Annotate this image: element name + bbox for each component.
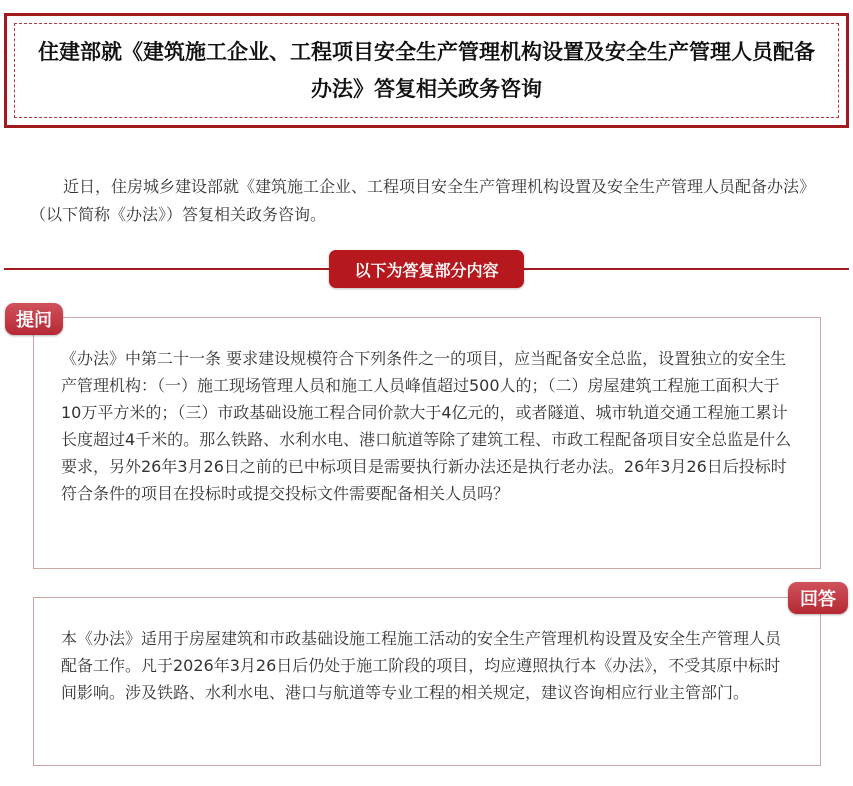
title-inner-frame — [14, 23, 839, 118]
title-box — [4, 13, 849, 128]
page-title: 住建部就《建筑施工企业、工程项目安全生产管理机构设置及安全生产管理人员配备办法》答复相关政务咨询 — [38, 39, 815, 101]
intro-paragraph: 近日，住房城乡建设部就《建筑施工企业、工程项目安全生产管理机构设置及安全生产管理人员配备办法》（以下简称《办法》）答复相关政务咨询。 — [30, 177, 816, 224]
section-divider-label: 以下为答复部分内容 — [329, 250, 524, 288]
answer-text: 本《办法》适用于房屋建筑和市政基础设施工程施工活动的安全生产管理机构设置及安全生产管理人员配备工作。凡于2026年3月26日后仍处于施工阶段的项目，均应遵照执行本《办法》，不受其原中标时间影响。涉及铁路、水利水电、港口与航道等专业工程的相关规定，建议咨询相应行业主管部门。 — [61, 629, 782, 702]
question-text: 《办法》中第二十一条 要求建设规模符合下列条件之一的项目，应当配备安全总监，设置独立的安全生产管理机构：（一）施工现场管理人员和施工人员峰值超过500人的；（二）房屋建筑工程施工面积大于10万平方米的；（三）市政基础设施工程合同价款大于4亿元的，或者隧道、城市轨道交通工程施工累计长度超过4千米的。那么铁路、水利水电、港口航道等除了建筑工程、市政工程配备项目安全总监是什么要求，另外26年3月26日之前的已中标项目是需要执行新办法还是执行老办法。26年3月26日后投标时符合条件的项目在投标时或提交投标文件需要配备相关人员吗？ — [61, 349, 792, 503]
question-tag: 提问 — [5, 303, 63, 335]
answer-tag: 回答 — [788, 582, 848, 614]
